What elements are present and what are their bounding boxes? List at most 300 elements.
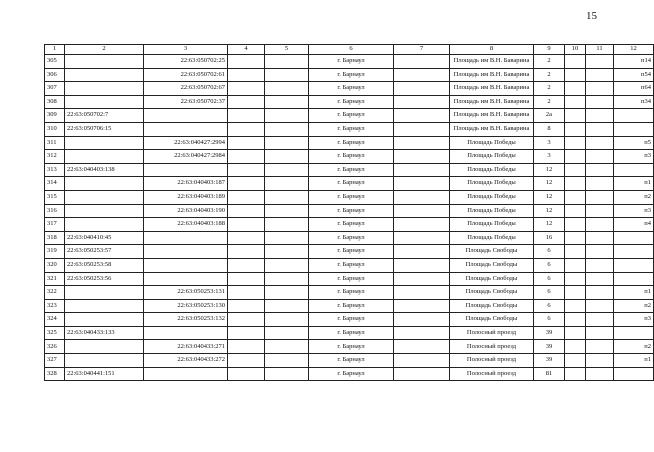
row-number-cell: 307 <box>45 82 65 96</box>
row-number-cell: 311 <box>45 136 65 150</box>
empty-cell <box>394 122 450 136</box>
street-cell: Площадь им В.Н. Баварина <box>450 82 534 96</box>
empty-cell <box>565 122 586 136</box>
house-number-cell: 8 <box>534 122 565 136</box>
street-cell: Площадь им В.Н. Баварина <box>450 55 534 69</box>
premise-cell <box>614 326 654 340</box>
old-cadastral-number-cell <box>65 82 144 96</box>
old-cadastral-number-cell <box>65 354 144 368</box>
row-number-cell: 316 <box>45 204 65 218</box>
row-number-cell: 327 <box>45 354 65 368</box>
new-cadastral-number-cell: 22:63:040403:187 <box>144 177 228 191</box>
empty-cell <box>265 122 309 136</box>
empty-cell <box>228 150 265 164</box>
house-number-cell: 6 <box>534 299 565 313</box>
empty-cell <box>265 190 309 204</box>
street-cell: Площадь Победы <box>450 190 534 204</box>
column-header: 9 <box>534 45 565 55</box>
table-row <box>45 218 654 232</box>
column-header: 4 <box>228 45 265 55</box>
row-number-cell: 315 <box>45 190 65 204</box>
row-number-cell: 309 <box>45 109 65 123</box>
empty-cell <box>394 272 450 286</box>
empty-cell <box>265 340 309 354</box>
old-cadastral-number-cell: 22:63:040410:45 <box>65 231 144 245</box>
empty-cell <box>394 354 450 368</box>
new-cadastral-number-cell <box>144 163 228 177</box>
table-row <box>45 367 654 381</box>
row-number-cell: 326 <box>45 340 65 354</box>
house-number-cell: 12 <box>534 218 565 232</box>
premise-cell: п14 <box>614 55 654 69</box>
street-cell: Площадь им В.Н. Баварина <box>450 122 534 136</box>
street-cell: Полосный проезд <box>450 367 534 381</box>
house-number-cell: 39 <box>534 340 565 354</box>
table-body <box>45 55 654 381</box>
premise-cell: п2 <box>614 340 654 354</box>
empty-cell <box>228 245 265 259</box>
old-cadastral-number-cell <box>65 313 144 327</box>
house-number-cell: 39 <box>534 326 565 340</box>
empty-cell <box>265 313 309 327</box>
street-cell: Площадь Победы <box>450 231 534 245</box>
empty-cell <box>265 109 309 123</box>
empty-cell <box>586 204 614 218</box>
empty-cell <box>228 177 265 191</box>
table-row <box>45 150 654 164</box>
empty-cell <box>394 231 450 245</box>
street-cell: Площадь Свободы <box>450 272 534 286</box>
street-cell: Площадь Победы <box>450 150 534 164</box>
city-cell: г. Барнаул <box>309 354 394 368</box>
house-number-cell: 2а <box>534 109 565 123</box>
street-cell: Площадь Победы <box>450 163 534 177</box>
street-cell: Площадь Свободы <box>450 299 534 313</box>
new-cadastral-number-cell: 22:63:050702:67 <box>144 82 228 96</box>
row-number-cell: 314 <box>45 177 65 191</box>
new-cadastral-number-cell: 22:63:050702:25 <box>144 55 228 69</box>
empty-cell <box>586 190 614 204</box>
empty-cell <box>265 177 309 191</box>
street-cell: Площадь им В.Н. Баварина <box>450 68 534 82</box>
empty-cell <box>228 272 265 286</box>
empty-cell <box>565 68 586 82</box>
city-cell: г. Барнаул <box>309 82 394 96</box>
table-row <box>45 68 654 82</box>
house-number-cell: 2 <box>534 68 565 82</box>
old-cadastral-number-cell <box>65 150 144 164</box>
table-row <box>45 272 654 286</box>
empty-cell <box>228 204 265 218</box>
new-cadastral-number-cell: 22:63:050702:37 <box>144 95 228 109</box>
empty-cell <box>565 190 586 204</box>
new-cadastral-number-cell: 22:63:040433:271 <box>144 340 228 354</box>
empty-cell <box>265 286 309 300</box>
empty-cell <box>265 258 309 272</box>
table-row <box>45 231 654 245</box>
empty-cell <box>565 82 586 96</box>
premise-cell <box>614 258 654 272</box>
empty-cell <box>565 299 586 313</box>
table-row <box>45 299 654 313</box>
empty-cell <box>565 340 586 354</box>
empty-cell <box>228 340 265 354</box>
street-cell: Площадь Победы <box>450 136 534 150</box>
old-cadastral-number-cell <box>65 95 144 109</box>
empty-cell <box>394 109 450 123</box>
empty-cell <box>586 163 614 177</box>
empty-cell <box>228 313 265 327</box>
house-number-cell: 2 <box>534 55 565 69</box>
empty-cell <box>586 218 614 232</box>
street-cell: Площадь им В.Н. Баварина <box>450 109 534 123</box>
new-cadastral-number-cell: 22:63:040403:189 <box>144 190 228 204</box>
row-number-cell: 310 <box>45 122 65 136</box>
old-cadastral-number-cell <box>65 218 144 232</box>
table-row <box>45 177 654 191</box>
city-cell: г. Барнаул <box>309 190 394 204</box>
premise-cell <box>614 231 654 245</box>
row-number-cell: 322 <box>45 286 65 300</box>
row-number-cell: 325 <box>45 326 65 340</box>
new-cadastral-number-cell <box>144 258 228 272</box>
empty-cell <box>586 326 614 340</box>
old-cadastral-number-cell <box>65 177 144 191</box>
row-number-cell: 319 <box>45 245 65 259</box>
city-cell: г. Барнаул <box>309 258 394 272</box>
empty-cell <box>228 109 265 123</box>
column-header: 12 <box>614 45 654 55</box>
house-number-cell: 6 <box>534 258 565 272</box>
empty-cell <box>228 68 265 82</box>
empty-cell <box>565 258 586 272</box>
new-cadastral-number-cell: 22:63:040403:188 <box>144 218 228 232</box>
premise-cell <box>614 245 654 259</box>
city-cell: г. Барнаул <box>309 218 394 232</box>
table-row <box>45 95 654 109</box>
column-header: 8 <box>450 45 534 55</box>
header-row <box>45 45 654 55</box>
empty-cell <box>265 367 309 381</box>
empty-cell <box>586 245 614 259</box>
empty-cell <box>228 326 265 340</box>
empty-cell <box>394 218 450 232</box>
column-header: 6 <box>309 45 394 55</box>
empty-cell <box>394 204 450 218</box>
empty-cell <box>394 245 450 259</box>
table-row <box>45 326 654 340</box>
empty-cell <box>394 258 450 272</box>
new-cadastral-number-cell <box>144 122 228 136</box>
street-cell: Площадь Победы <box>450 204 534 218</box>
column-header: 11 <box>586 45 614 55</box>
old-cadastral-number-cell: 22:63:040441:151 <box>65 367 144 381</box>
empty-cell <box>586 286 614 300</box>
premise-cell <box>614 163 654 177</box>
street-cell: Площадь Победы <box>450 218 534 232</box>
city-cell: г. Барнаул <box>309 95 394 109</box>
row-number-cell: 321 <box>45 272 65 286</box>
old-cadastral-number-cell <box>65 68 144 82</box>
empty-cell <box>565 177 586 191</box>
table-row <box>45 245 654 259</box>
house-number-cell: 6 <box>534 286 565 300</box>
empty-cell <box>565 313 586 327</box>
empty-cell <box>586 109 614 123</box>
old-cadastral-number-cell <box>65 286 144 300</box>
city-cell: г. Барнаул <box>309 177 394 191</box>
empty-cell <box>394 340 450 354</box>
empty-cell <box>228 55 265 69</box>
city-cell: г. Барнаул <box>309 163 394 177</box>
new-cadastral-number-cell <box>144 109 228 123</box>
house-number-cell: 12 <box>534 190 565 204</box>
empty-cell <box>228 367 265 381</box>
table-row <box>45 354 654 368</box>
empty-cell <box>394 177 450 191</box>
city-cell: г. Барнаул <box>309 68 394 82</box>
empty-cell <box>565 354 586 368</box>
empty-cell <box>265 95 309 109</box>
empty-cell <box>228 218 265 232</box>
empty-cell <box>394 136 450 150</box>
new-cadastral-number-cell <box>144 231 228 245</box>
old-cadastral-number-cell: 22:63:050253:57 <box>65 245 144 259</box>
empty-cell <box>228 299 265 313</box>
new-cadastral-number-cell: 22:63:040427:2994 <box>144 136 228 150</box>
premise-cell: п5 <box>614 136 654 150</box>
empty-cell <box>394 326 450 340</box>
house-number-cell: 81 <box>534 367 565 381</box>
empty-cell <box>586 95 614 109</box>
table-row <box>45 82 654 96</box>
empty-cell <box>265 163 309 177</box>
row-number-cell: 306 <box>45 68 65 82</box>
house-number-cell: 12 <box>534 177 565 191</box>
empty-cell <box>586 231 614 245</box>
house-number-cell: 2 <box>534 95 565 109</box>
empty-cell <box>586 272 614 286</box>
empty-cell <box>394 55 450 69</box>
empty-cell <box>586 55 614 69</box>
city-cell: г. Барнаул <box>309 231 394 245</box>
empty-cell <box>265 299 309 313</box>
old-cadastral-number-cell: 22:63:050253:56 <box>65 272 144 286</box>
empty-cell <box>228 286 265 300</box>
empty-cell <box>228 122 265 136</box>
street-cell: Площадь Свободы <box>450 313 534 327</box>
empty-cell <box>394 150 450 164</box>
empty-cell <box>565 109 586 123</box>
empty-cell <box>394 82 450 96</box>
house-number-cell: 16 <box>534 231 565 245</box>
house-number-cell: 6 <box>534 313 565 327</box>
row-number-cell: 328 <box>45 367 65 381</box>
city-cell: г. Барнаул <box>309 299 394 313</box>
table-row <box>45 286 654 300</box>
table-row <box>45 258 654 272</box>
new-cadastral-number-cell: 22:63:040427:2984 <box>144 150 228 164</box>
empty-cell <box>586 68 614 82</box>
old-cadastral-number-cell: 22:63:050253:58 <box>65 258 144 272</box>
new-cadastral-number-cell: 22:63:050253:130 <box>144 299 228 313</box>
row-number-cell: 305 <box>45 55 65 69</box>
house-number-cell: 3 <box>534 150 565 164</box>
premise-cell <box>614 272 654 286</box>
column-header: 2 <box>65 45 144 55</box>
address-registry-table <box>44 44 654 381</box>
row-number-cell: 324 <box>45 313 65 327</box>
empty-cell <box>565 163 586 177</box>
column-header: 3 <box>144 45 228 55</box>
empty-cell <box>565 245 586 259</box>
premise-cell: п1 <box>614 177 654 191</box>
empty-cell <box>565 150 586 164</box>
city-cell: г. Барнаул <box>309 122 394 136</box>
empty-cell <box>565 231 586 245</box>
new-cadastral-number-cell: 22:63:050702:61 <box>144 68 228 82</box>
city-cell: г. Барнаул <box>309 245 394 259</box>
row-number-cell: 313 <box>45 163 65 177</box>
city-cell: г. Барнаул <box>309 326 394 340</box>
city-cell: г. Барнаул <box>309 204 394 218</box>
table-row <box>45 204 654 218</box>
empty-cell <box>228 136 265 150</box>
row-number-cell: 317 <box>45 218 65 232</box>
city-cell: г. Барнаул <box>309 272 394 286</box>
empty-cell <box>265 82 309 96</box>
empty-cell <box>394 313 450 327</box>
empty-cell <box>265 68 309 82</box>
empty-cell <box>265 272 309 286</box>
empty-cell <box>565 55 586 69</box>
empty-cell <box>394 299 450 313</box>
table-row <box>45 122 654 136</box>
empty-cell <box>265 326 309 340</box>
row-number-cell: 320 <box>45 258 65 272</box>
row-number-cell: 308 <box>45 95 65 109</box>
premise-cell: п34 <box>614 95 654 109</box>
old-cadastral-number-cell <box>65 340 144 354</box>
empty-cell <box>265 218 309 232</box>
old-cadastral-number-cell <box>65 55 144 69</box>
table-row <box>45 136 654 150</box>
city-cell: г. Барнаул <box>309 55 394 69</box>
city-cell: г. Барнаул <box>309 286 394 300</box>
city-cell: г. Барнаул <box>309 109 394 123</box>
house-number-cell: 39 <box>534 354 565 368</box>
empty-cell <box>265 136 309 150</box>
empty-cell <box>586 150 614 164</box>
premise-cell <box>614 367 654 381</box>
empty-cell <box>565 286 586 300</box>
empty-cell <box>586 313 614 327</box>
row-number-cell: 323 <box>45 299 65 313</box>
premise-cell: п1 <box>614 286 654 300</box>
empty-cell <box>265 231 309 245</box>
old-cadastral-number-cell <box>65 204 144 218</box>
empty-cell <box>265 150 309 164</box>
old-cadastral-number-cell <box>65 136 144 150</box>
column-header: 7 <box>394 45 450 55</box>
empty-cell <box>394 163 450 177</box>
premise-cell <box>614 122 654 136</box>
old-cadastral-number-cell: 22:63:040433:133 <box>65 326 144 340</box>
empty-cell <box>586 82 614 96</box>
empty-cell <box>565 326 586 340</box>
empty-cell <box>586 340 614 354</box>
new-cadastral-number-cell <box>144 326 228 340</box>
empty-cell <box>586 258 614 272</box>
empty-cell <box>265 354 309 368</box>
table-row <box>45 55 654 69</box>
new-cadastral-number-cell: 22:63:040403:190 <box>144 204 228 218</box>
city-cell: г. Барнаул <box>309 313 394 327</box>
new-cadastral-number-cell <box>144 272 228 286</box>
empty-cell <box>565 367 586 381</box>
empty-cell <box>394 190 450 204</box>
table-row <box>45 163 654 177</box>
premise-cell: п3 <box>614 313 654 327</box>
premise-cell <box>614 109 654 123</box>
empty-cell <box>228 258 265 272</box>
empty-cell <box>586 299 614 313</box>
street-cell: Полосный проезд <box>450 354 534 368</box>
premise-cell: п54 <box>614 68 654 82</box>
house-number-cell: 2 <box>534 82 565 96</box>
empty-cell <box>228 354 265 368</box>
city-cell: г. Барнаул <box>309 367 394 381</box>
column-header: 1 <box>45 45 65 55</box>
street-cell: Площадь Свободы <box>450 286 534 300</box>
empty-cell <box>265 55 309 69</box>
empty-cell <box>265 204 309 218</box>
empty-cell <box>394 367 450 381</box>
house-number-cell: 3 <box>534 136 565 150</box>
new-cadastral-number-cell: 22:63:050253:131 <box>144 286 228 300</box>
table-row <box>45 190 654 204</box>
empty-cell <box>586 367 614 381</box>
premise-cell: п2 <box>614 299 654 313</box>
new-cadastral-number-cell: 22:63:040433:272 <box>144 354 228 368</box>
row-number-cell: 318 <box>45 231 65 245</box>
empty-cell <box>228 95 265 109</box>
empty-cell <box>228 163 265 177</box>
empty-cell <box>394 286 450 300</box>
city-cell: г. Барнаул <box>309 150 394 164</box>
empty-cell <box>565 204 586 218</box>
table-row <box>45 340 654 354</box>
street-cell: Полосный проезд <box>450 340 534 354</box>
old-cadastral-number-cell: 22:63:040403:138 <box>65 163 144 177</box>
premise-cell: п3 <box>614 204 654 218</box>
street-cell: Площадь Свободы <box>450 245 534 259</box>
column-header: 10 <box>565 45 586 55</box>
city-cell: г. Барнаул <box>309 340 394 354</box>
empty-cell <box>586 177 614 191</box>
street-cell: Площадь Победы <box>450 177 534 191</box>
empty-cell <box>586 354 614 368</box>
old-cadastral-number-cell: 22:63:050702:7 <box>65 109 144 123</box>
premise-cell: п3 <box>614 150 654 164</box>
empty-cell <box>228 190 265 204</box>
table-row <box>45 109 654 123</box>
empty-cell <box>394 68 450 82</box>
old-cadastral-number-cell: 22:63:050706:15 <box>65 122 144 136</box>
empty-cell <box>586 136 614 150</box>
new-cadastral-number-cell <box>144 367 228 381</box>
table-row <box>45 313 654 327</box>
